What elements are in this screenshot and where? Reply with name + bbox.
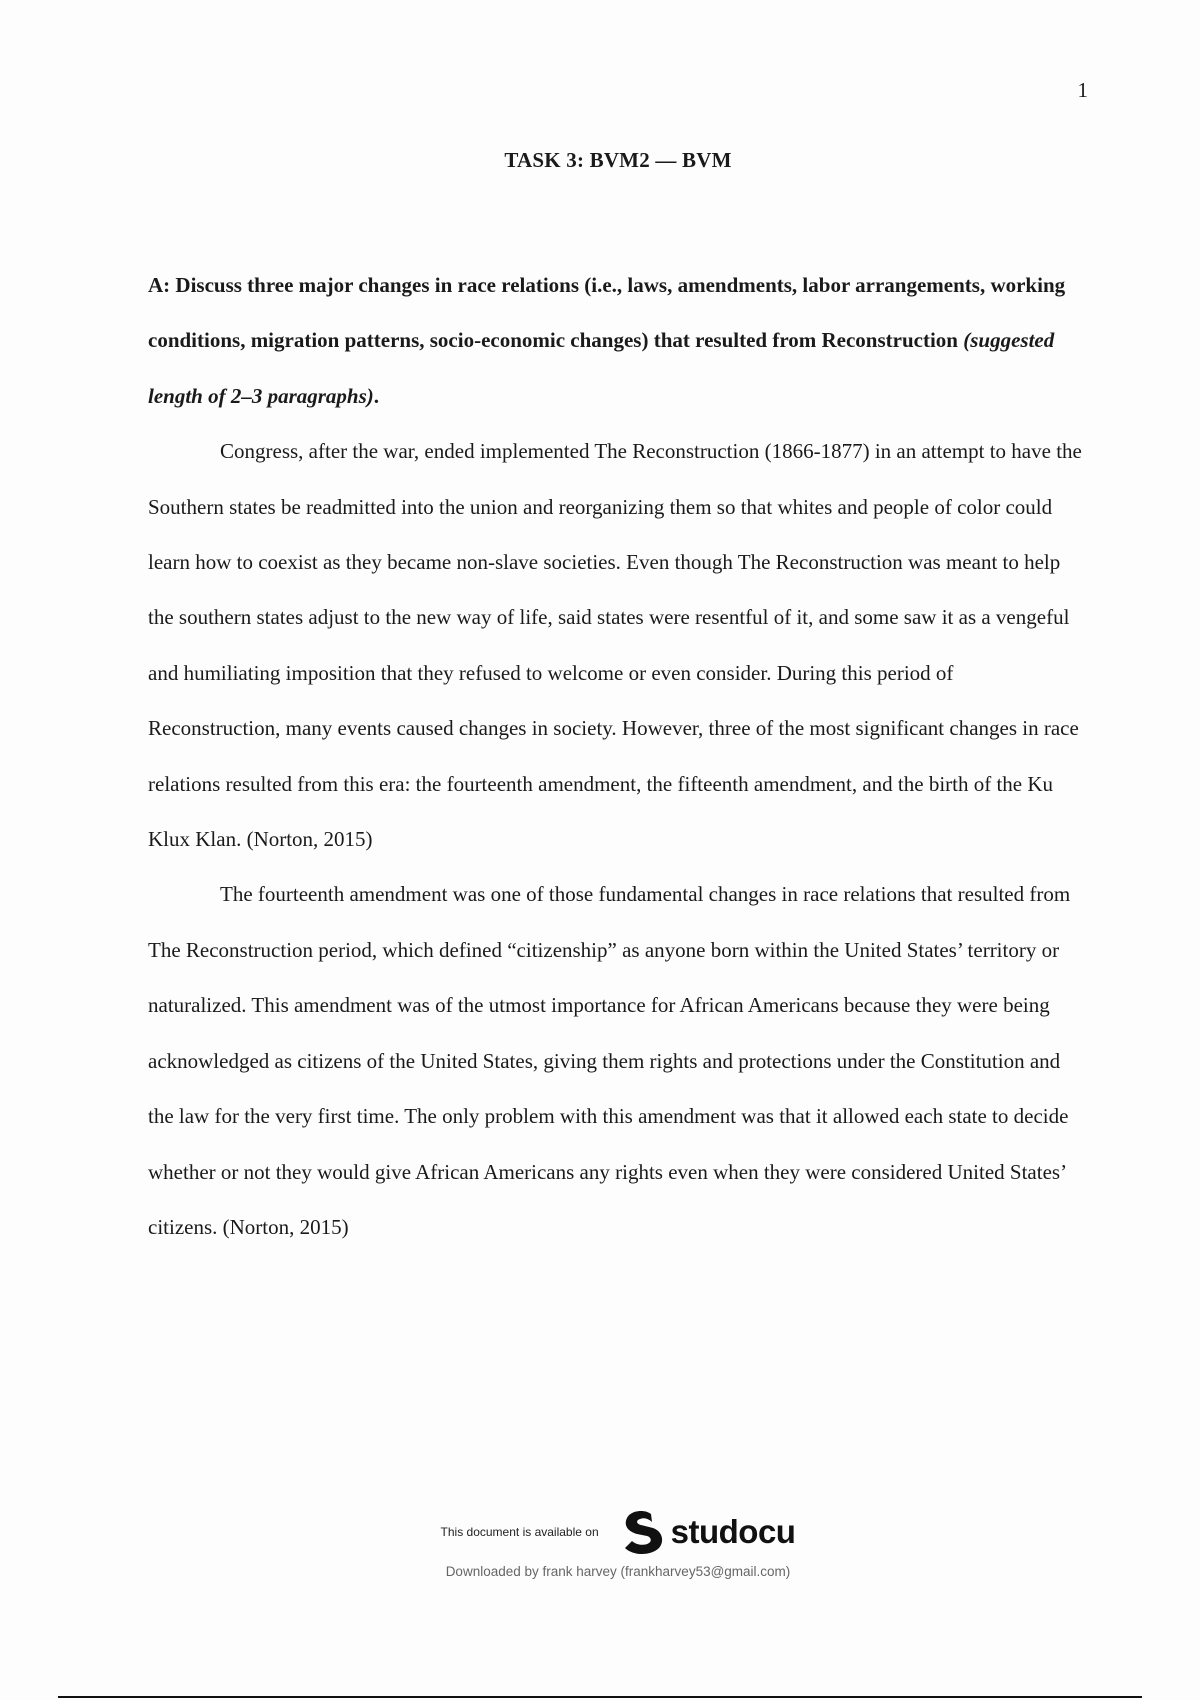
studocu-footer: [0, 1508, 1200, 1579]
footer-brand-row: [0, 1508, 1200, 1556]
question-end: .: [373, 383, 380, 408]
page-number: 1: [1077, 78, 1088, 102]
studocu-logo[interactable]: [621, 1508, 796, 1556]
paragraph-1: Congress, after the war, ended implemented The Reconstruction (1866-1877) in an attempt to have the Southern states be readmitted into the union and reorganizing them so that whites and people of color could learn how to coexist as they became non-slave societies. Even though The Reconstruction was meant to help the southern states adjust to the new way of life, said states were resentful of it, and some saw it as a vengeful and humiliating imposition that they refused to welcome or even consider. During this period of Reconstruction, many events caused changes in society. However, three of the most significant changes in race relations resulted from this era: the fourteenth amendment, the fifteenth amendment, and the birth of the Ku Klux Klan. (Norton, 2015): [148, 439, 1082, 852]
question-prompt: [148, 258, 1088, 424]
studocu-logo-icon: [621, 1508, 665, 1556]
downloaded-by-text: Downloaded by frank harvey (frankharvey53@gmail.com): [445, 1564, 791, 1579]
available-on-text: This document is available on: [440, 1525, 599, 1539]
document-title: TASK 3: BVM2 — BVM: [504, 148, 732, 172]
question-hint: (suggested length of 2–3 paragraphs): [148, 328, 1055, 408]
question-text: A: Discuss three major changes in race relations (i.e., laws, amendments, labor arrangements, working conditions, migration patterns, socio-economic changes) that resulted from Reconstruction: [148, 273, 1066, 353]
bottom-divider: [58, 1696, 1142, 1698]
paragraph-2: The fourteenth amendment was one of those fundamental changes in race relations that resulted from The Reconstruction period, which defined “citizenship” as anyone born within the United States’ territory or naturalized. This amendment was of the utmost importance for African Americans because they were being acknowledged as citizens of the United States, giving them rights and protections under the Constitution and the law for the very first time. The only problem with this amendment was that it allowed each state to decide whether or not they would give African Americans any rights even when they were considered United States’ citizens. (Norton, 2015): [148, 882, 1071, 1239]
document-body: [148, 258, 1088, 1255]
studocu-wordmark: studocu: [670, 1513, 796, 1550]
